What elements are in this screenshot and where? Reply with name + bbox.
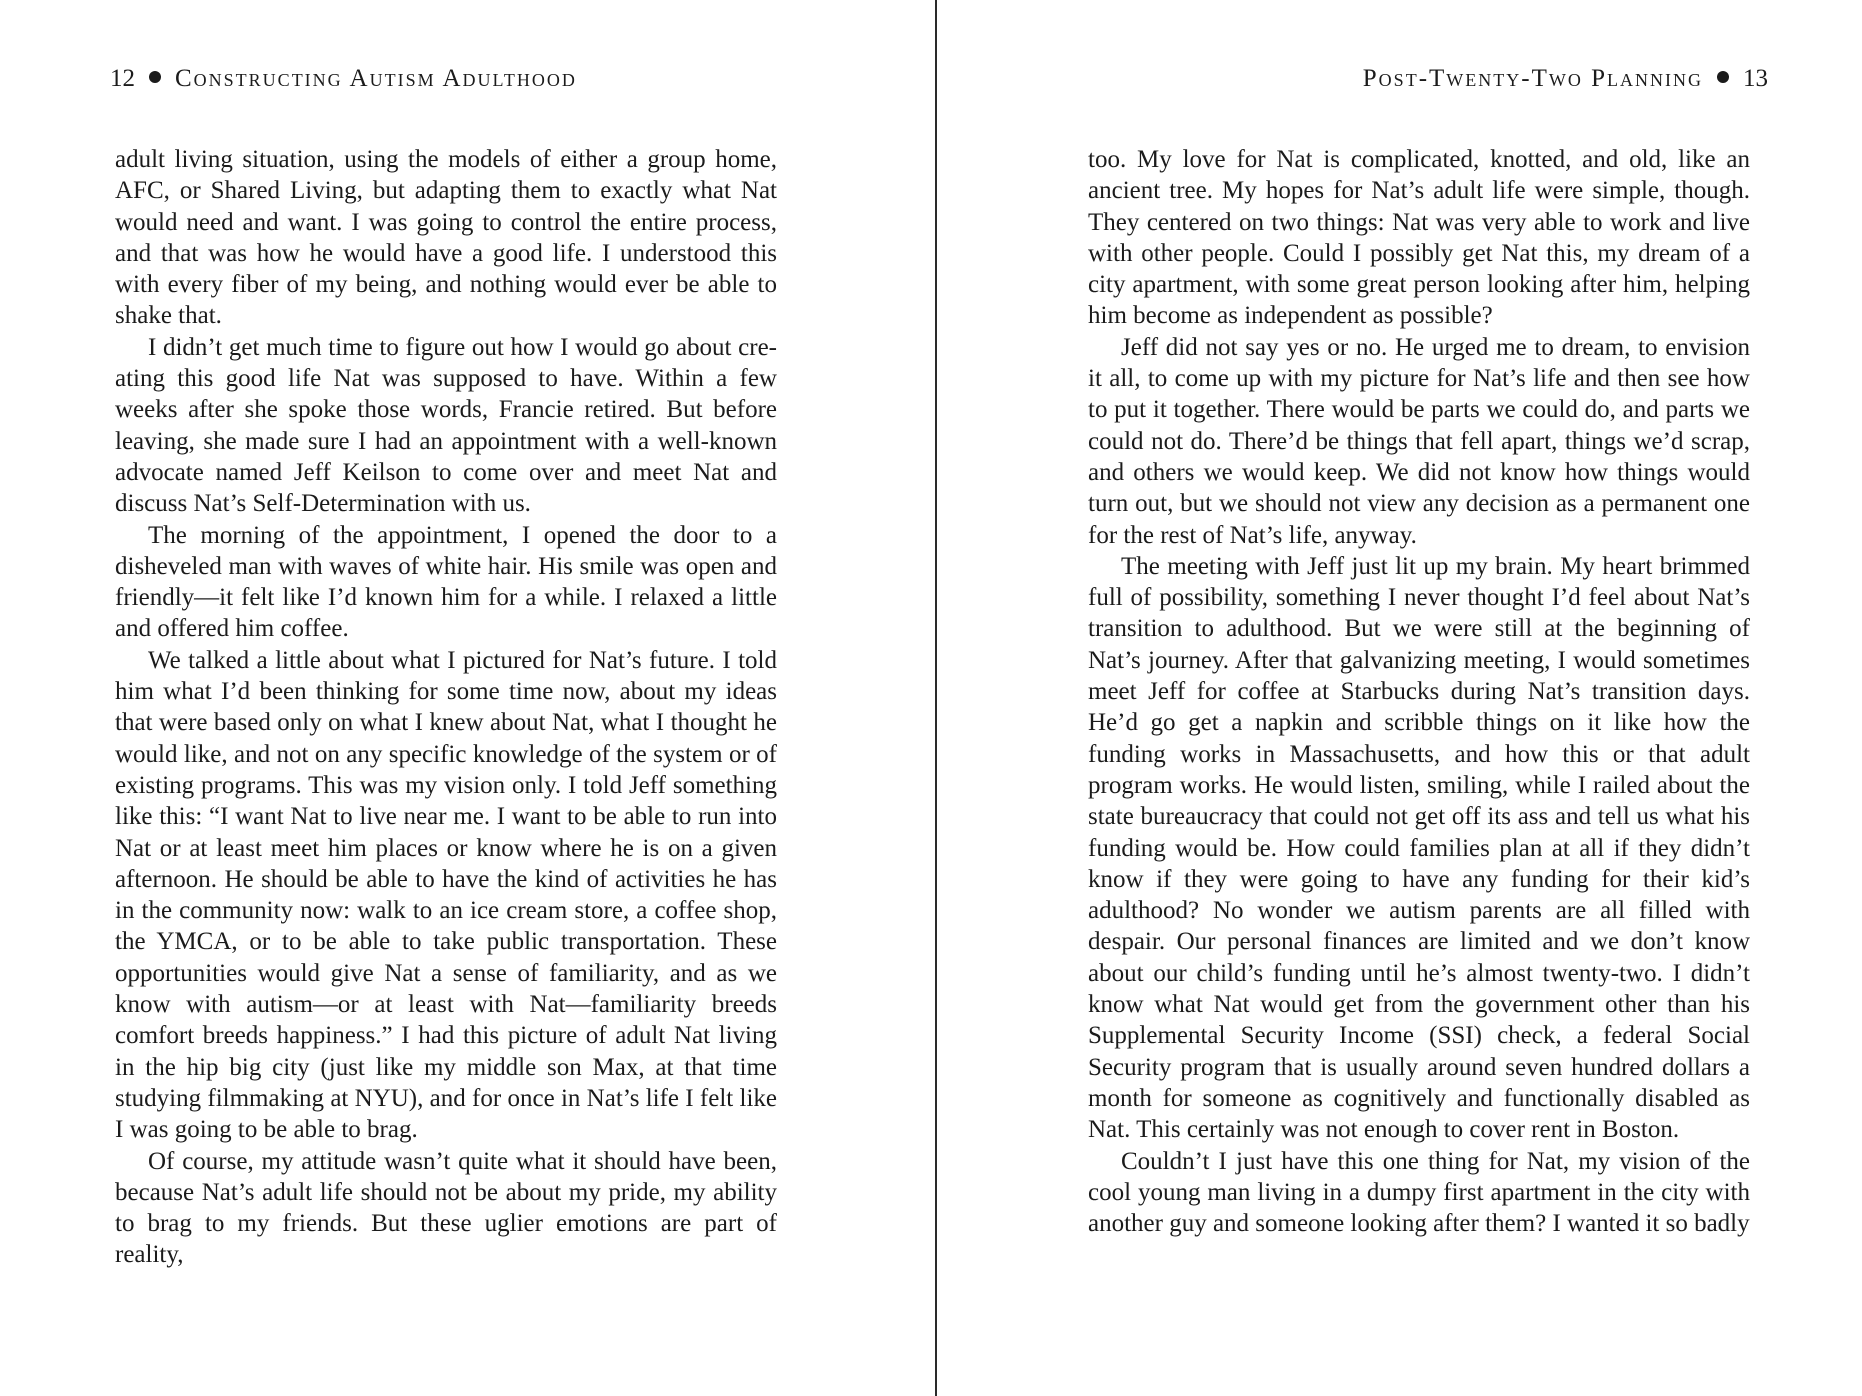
paragraph: I didn’t get much time to figure out how I would go about cre-ating this good life Nat was supposed to have. Within a few weeks after she spoke those words, Francie retired. But before leaving, she made sure I had an appointment with a well-known advocate named Jeff Keilson to come over and meet Nat and discuss Nat’s Self-Determination with us.: [115, 333, 777, 518]
paragraph: The meeting with Jeff just lit up my brain. My heart brimmed full of possibility, something I never thought I’d feel about Nat’s transition to adulthood. But we were still at the beginning of Nat’s journey. After that galvanizing meeting, I would sometimes meet Jeff for coffee at Starbucks during Nat’s transition days. He’d go get a napkin and scribble things on it like how the funding works in Massachusetts, and how this or that adult program works. He would listen, smiling, while I railed about the state bureaucracy that could not get off its ass and tell us what his funding would be. How could families plan at all if they didn’t know if they were going to have any funding for their kid’s adulthood? No wonder we autism parents are all filled with despair. Our personal finances are limited and we don’t know about our child’s funding until he’s almost twenty-two. I didn’t know what Nat would get from the government other than his Supplemental Security Income (SSI) check, a federal Social Security program that is usually around seven hundred dollars a month for someone as cognitively and functionally disabled as Nat. This certainly was not enough to cover rent in Boston.: [1088, 552, 1750, 1144]
right-page-number: 13: [1743, 65, 1768, 92]
paragraph: Of course, my attitude wasn’t quite what it should have been, because Nat’s adult life should not be about my pride, my ability to brag to my friends. But these uglier emotions are part of reality,: [115, 1147, 777, 1269]
right-running-head-title: Post-Twenty-Two Planning: [1362, 65, 1703, 92]
paragraph: The morning of the appointment, I opened the door to a disheveled man with waves of white hair. His smile was open and friendly—it felt like I’d known him for a while. I relaxed a little and offered him coffee.: [115, 521, 777, 643]
left-running-head-title: Constructing Autism Adulthood: [175, 65, 577, 92]
paragraph: Couldn’t I just have this one thing for Nat, my vision of the cool young man living in a dumpy first apartment in the city with another guy and someone looking after them? I wanted it so badly: [1088, 1147, 1750, 1238]
paragraph: We talked a little about what I pictured for Nat’s future. I told him what I’d been thinking for some time now, about my ideas that were based only on what I knew about Nat, what I thought he would like, and not on any specific knowledge of the system or of existing programs. This was my vision only. I told Jeff something like this: “I want Nat to live near me. I want to be able to run into Nat or at least meet him places or know where he is on a given afternoon. He should be able to have the kind of activities he has in the community now: walk to an ice cream store, a coffee shop, the YMCA, or to be able to take public transportation. These opportunities would give Nat a sense of familiarity, and as we know with autism—or at least with Nat—familiarity breeds comfort breeds happiness.” I had this picture of adult Nat living in the hip big city (just like my middle son Max, at that time studying filmmaking at NYU), and for once in Nat’s life I felt like I was going to be able to brag.: [115, 646, 777, 1144]
bullet-separator-icon: [1717, 71, 1729, 83]
right-page: [937, 0, 1862, 1396]
paragraph: Jeff did not say yes or no. He urged me to dream, to envision it all, to come up with my picture for Nat’s life and then see how to put it together. There would be parts we could do, and parts we could not do. There’d be things that fell apart, things we’d scrap, and others we would keep. We did not know how things would turn out, but we should not view any decision as a permanent one for the rest of Nat’s life, anyway.: [1088, 333, 1750, 549]
left-running-head: [110, 64, 577, 94]
left-page-number: 12: [110, 65, 135, 92]
paragraph: adult living situation, using the models of either a group home, AFC, or Shared Living, but adapting them to exactly what Nat would need and want. I was going to control the entire process, and that was how he would have a good life. I understood this with every fiber of my being, and nothing would ever be able to shake that.: [115, 146, 777, 330]
paragraph: too. My love for Nat is complicated, knotted, and old, like an ancient tree. My hopes for Nat’s adult life were simple, though. They centered on two things: Nat was very able to work and live with other people. Could I possibly get Nat this, my dream of a city apartment, with some great person looking after him, helping him become as independent as possible?: [1088, 146, 1750, 330]
left-body-text: [115, 144, 777, 1271]
right-body-text: [1088, 144, 1750, 1239]
bullet-separator-icon: [149, 71, 161, 83]
right-running-head: [1363, 64, 1768, 94]
